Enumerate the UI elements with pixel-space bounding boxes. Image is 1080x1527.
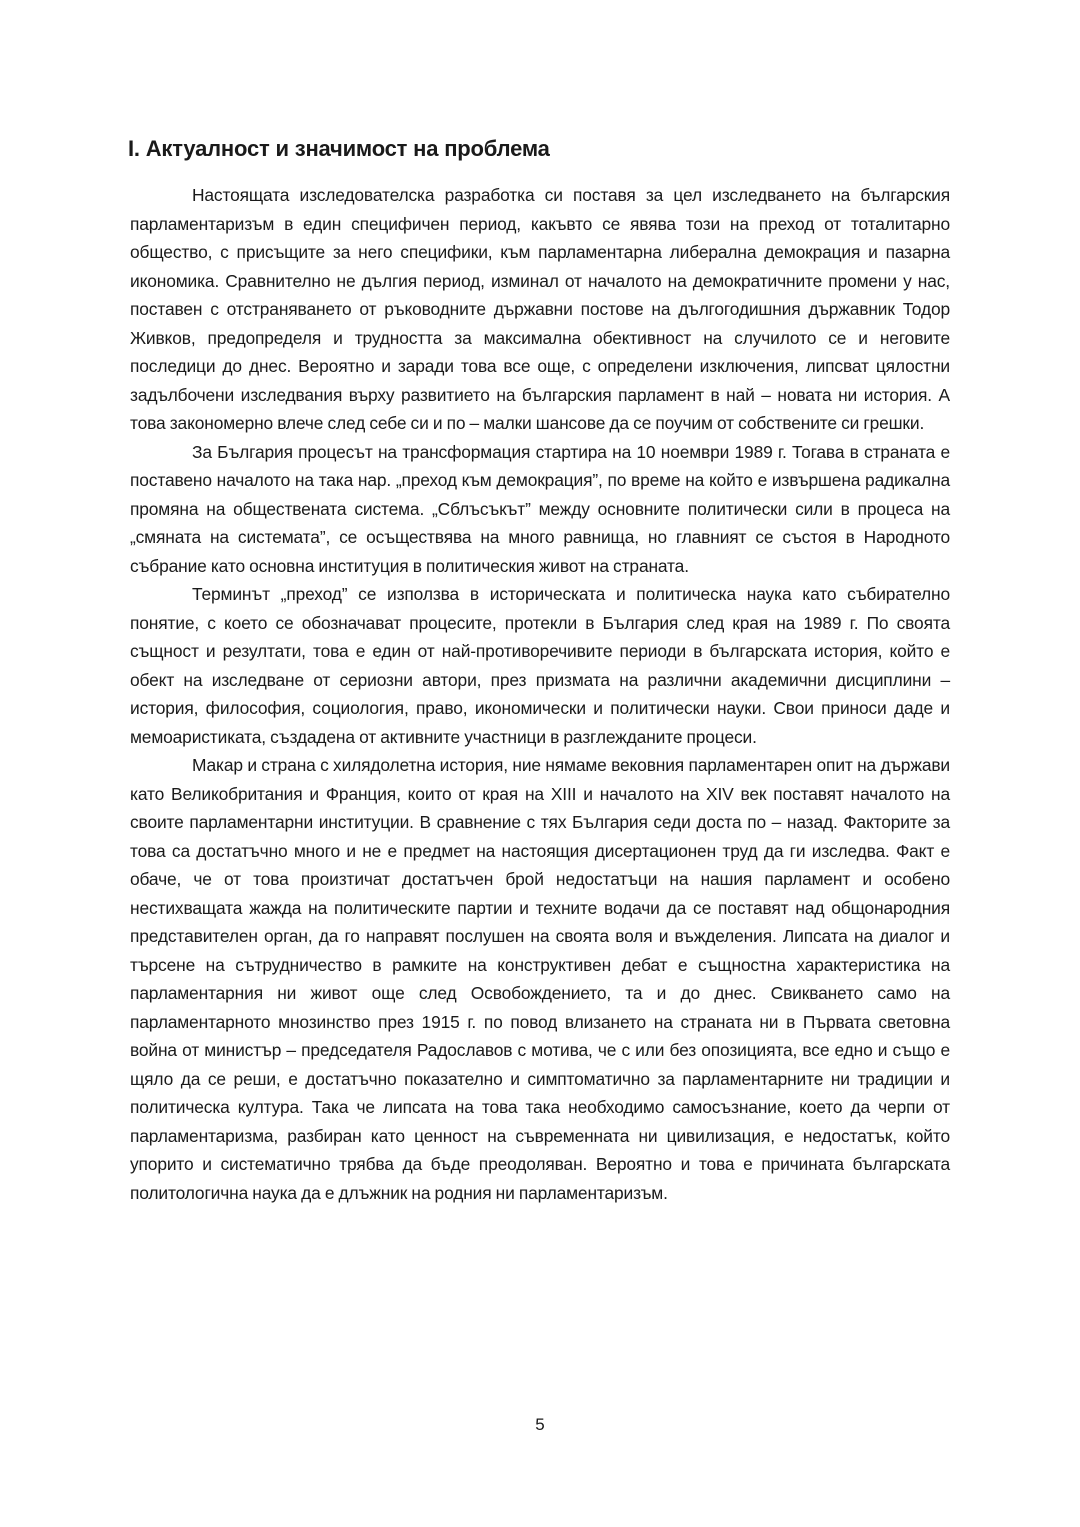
paragraph-1: Настоящата изследователска разработка си поставя за цел изследването на българския парламентаризъм в един специфичен период, какъвто се явява този на преход от тоталитарно общество, с присъщите за него специфики, към парламентарна либерална демокрация и пазарна икономика. Сравнително не дългия период, изминал от началото на демократичните промени у нас, поставен с отстраняването от ръководните държавни постове на дългогодишния държавник Тодор Живков, предопределя и трудността за максимална обективност на случилото се и неговите последици до днес. Вероятно и заради това все още, с определени изключения, липсват цялостни задълбочени изследвания върху развитието на българския парламент в най – новата ни история. А това закономерно влече след себе си и по – малки шансове да се поучим от собствените си грешки. xyxy=(130,185,950,433)
body-text xyxy=(130,181,950,1207)
paragraph-3: Терминът „преход” се използва в историческата и политическа наука като събирателно понятие, с което се обозначават процесите, протекли в България след края на 1989 г. По своята същност и резултати, това е един от най-противоречивите периоди в българската история, който е обект на изследване от сериозни автори, през призмата на различни академични дисциплини – история, философия, социология, право, икономически и политически науки. Свои приноси даде и мемоаристиката, създадена от активните участници в разглежданите процеси. xyxy=(130,584,950,747)
section-heading: I. Актуалност и значимост на проблема xyxy=(128,136,550,161)
paragraph-4: Макар и страна с хилядолетна история, ние нямаме вековния парламентарен опит на държави като Великобритания и Франция, които от края на XIII и началото на XIV век поставят началото на своите парламентарни институции. В сравнение с тях България седи доста по – назад. Факторите за това са достатъчно много и не е предмет на настоящия дисертационен труд да ги изследва. Факт е обаче, че от това произтичат достатъчен брой недостатъци на нашия парламент и особено нестихващата жажда на политическите партии и техните водачи да се поставят над общонародния представителен орган, да го направят послушен на своята воля и въжделения. Липсата на диалог и търсене на сътрудничество в рамките на конструктивен дебат е същностна характеристика на парламентарния ни живот още след Освобождението, та и до днес. Свикването само на парламентарното мнозинство през 1915 г. по повод влизането на страната ни в Първата световна война от министър – председателя Радославов с мотива, че с или без опозицията, все едно и също е щяло да се реши, е достатъчно показателно и симптоматично за парламентарните ни традиции и политическа култура. Така че липсата на това така необходимо самосъзнание, което да черпи от парламентаризма, разбиран като ценност на съвременната ни цивилизация, е недостатък, който упорито и систематично трябва да бъде преодоляван. Вероятно и това е причината българската политологична наука да е длъжник на родния ни парламентаризъм. xyxy=(130,755,950,1203)
paragraph-2: За България процесът на трансформация стартира на 10 ноември 1989 г. Тогава в страната е поставено началото на така нар. „преход към демокрация”, по време на който е извършена радикална промяна на обществената система. „Сблъсъкът” между основните политически сили в процеса на „смяната на системата”, се осъществява на много равнища, но главният се състоя в Народното събрание като основна институция в политическия живот на страната. xyxy=(130,441,950,576)
page-number: 5 xyxy=(535,1415,545,1434)
